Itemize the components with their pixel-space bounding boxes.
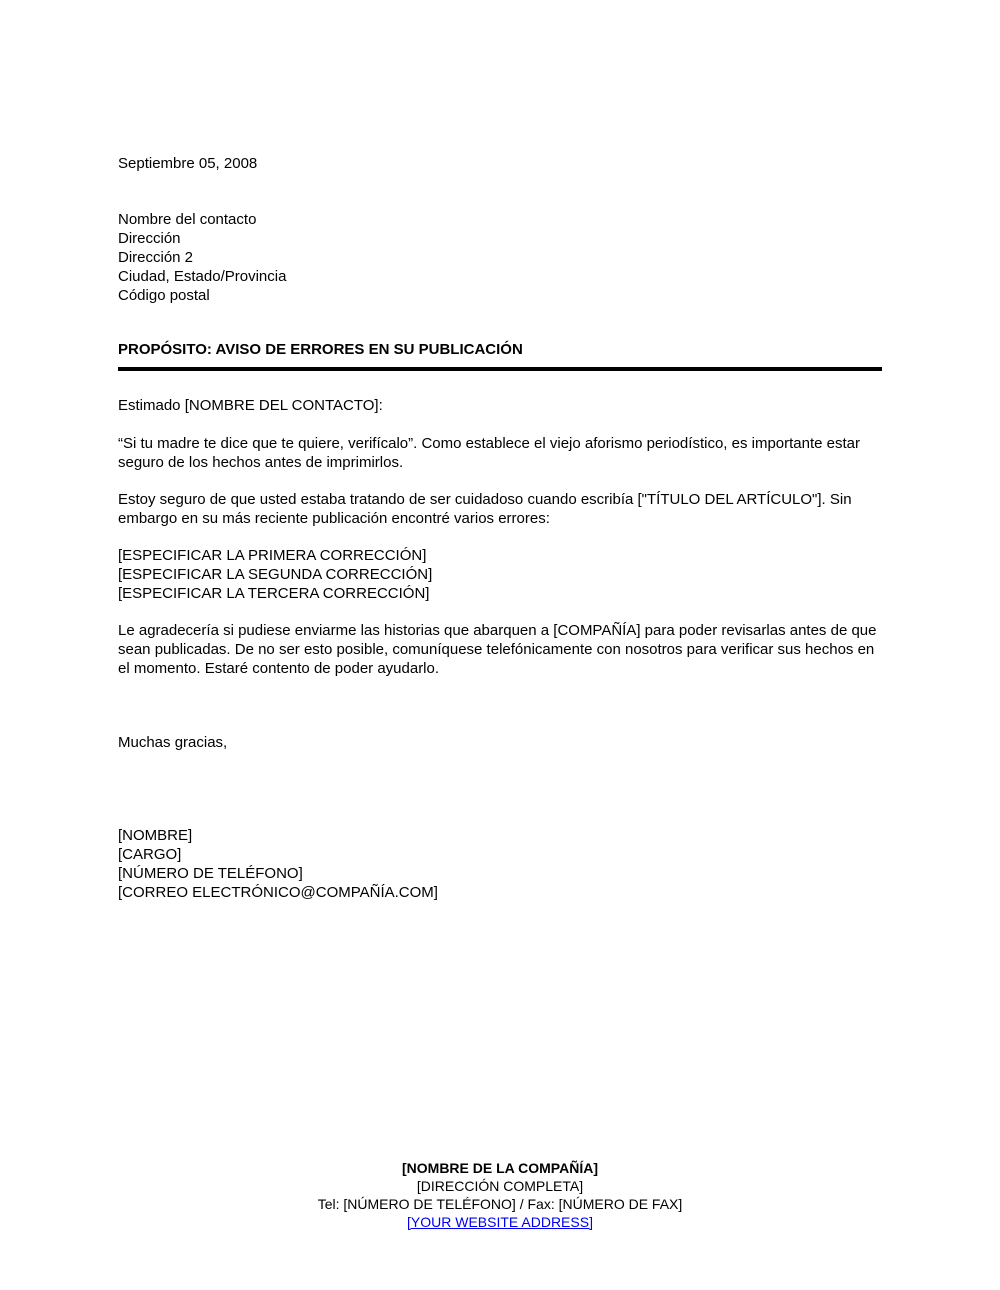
recipient-city-state: Ciudad, Estado/Provincia — [118, 268, 287, 285]
footer-company-name: [NOMBRE DE LA COMPAÑÍA] — [402, 1160, 598, 1176]
company-footer — [118, 1159, 882, 1231]
salutation: Estimado [NOMBRE DEL CONTACTO]: — [118, 397, 383, 414]
footer-phone-fax: Tel: [NÚMERO DE TELÉFONO] / Fax: [NÚMERO DE FAX] — [317, 1196, 683, 1212]
subject-heading: PROPÓSITO: AVISO DE ERRORES EN SU PUBLICACIÓN — [118, 341, 523, 358]
valediction: Muchas gracias, — [118, 734, 228, 751]
correction-line-2: [ESPECIFICAR LA SEGUNDA CORRECCIÓN] — [118, 566, 433, 583]
recipient-address-line-2: Dirección 2 — [118, 249, 194, 266]
recipient-postal-code: Código postal — [118, 287, 210, 304]
signature-phone: [NÚMERO DE TELÉFONO] — [118, 865, 303, 882]
signature-name: [NOMBRE] — [118, 827, 193, 844]
recipient-name: Nombre del contacto — [118, 211, 257, 228]
correction-line-3: [ESPECIFICAR LA TERCERA CORRECCIÓN] — [118, 585, 430, 602]
footer-website-link[interactable]: [YOUR WEBSITE ADDRESS] — [407, 1214, 593, 1230]
closing-paragraph: Le agradecería si pudiese enviarme las historias que abarquen a [COMPAÑÍA] para poder revisarlas antes de que sean publicadas. De no ser esto posible, comuníquese telefónicamente con nosotros para verificar sus hechos en el momento. Estaré contento de poder ayudarlo. — [118, 622, 877, 677]
corrections-list — [118, 546, 882, 603]
signature-email: [CORREO ELECTRÓNICO@COMPAÑÍA.COM] — [118, 884, 438, 901]
signature-block — [118, 826, 882, 902]
heading-rule — [118, 367, 882, 371]
footer-address: [DIRECCIÓN COMPLETA] — [416, 1178, 584, 1194]
signature-title: [CARGO] — [118, 846, 182, 863]
body-paragraph-quote: “Si tu madre te dice que te quiere, verifícalo”. Como establece el viejo aforismo periodístico, es importante estar seguro de los hechos antes de imprimirlos. — [118, 435, 861, 471]
body-paragraph-errors: Estoy seguro de que usted estaba tratando de ser cuidadoso cuando escribía ["TÍTULO DEL ARTÍCULO"]. Sin embargo en su más reciente publicación encontré varios errores: — [118, 491, 852, 527]
recipient-address-line-1: Dirección — [118, 230, 181, 247]
recipient-address-block — [118, 210, 882, 305]
letter-date: Septiembre 05, 2008 — [118, 155, 258, 172]
correction-line-1: [ESPECIFICAR LA PRIMERA CORRECCIÓN] — [118, 547, 427, 564]
